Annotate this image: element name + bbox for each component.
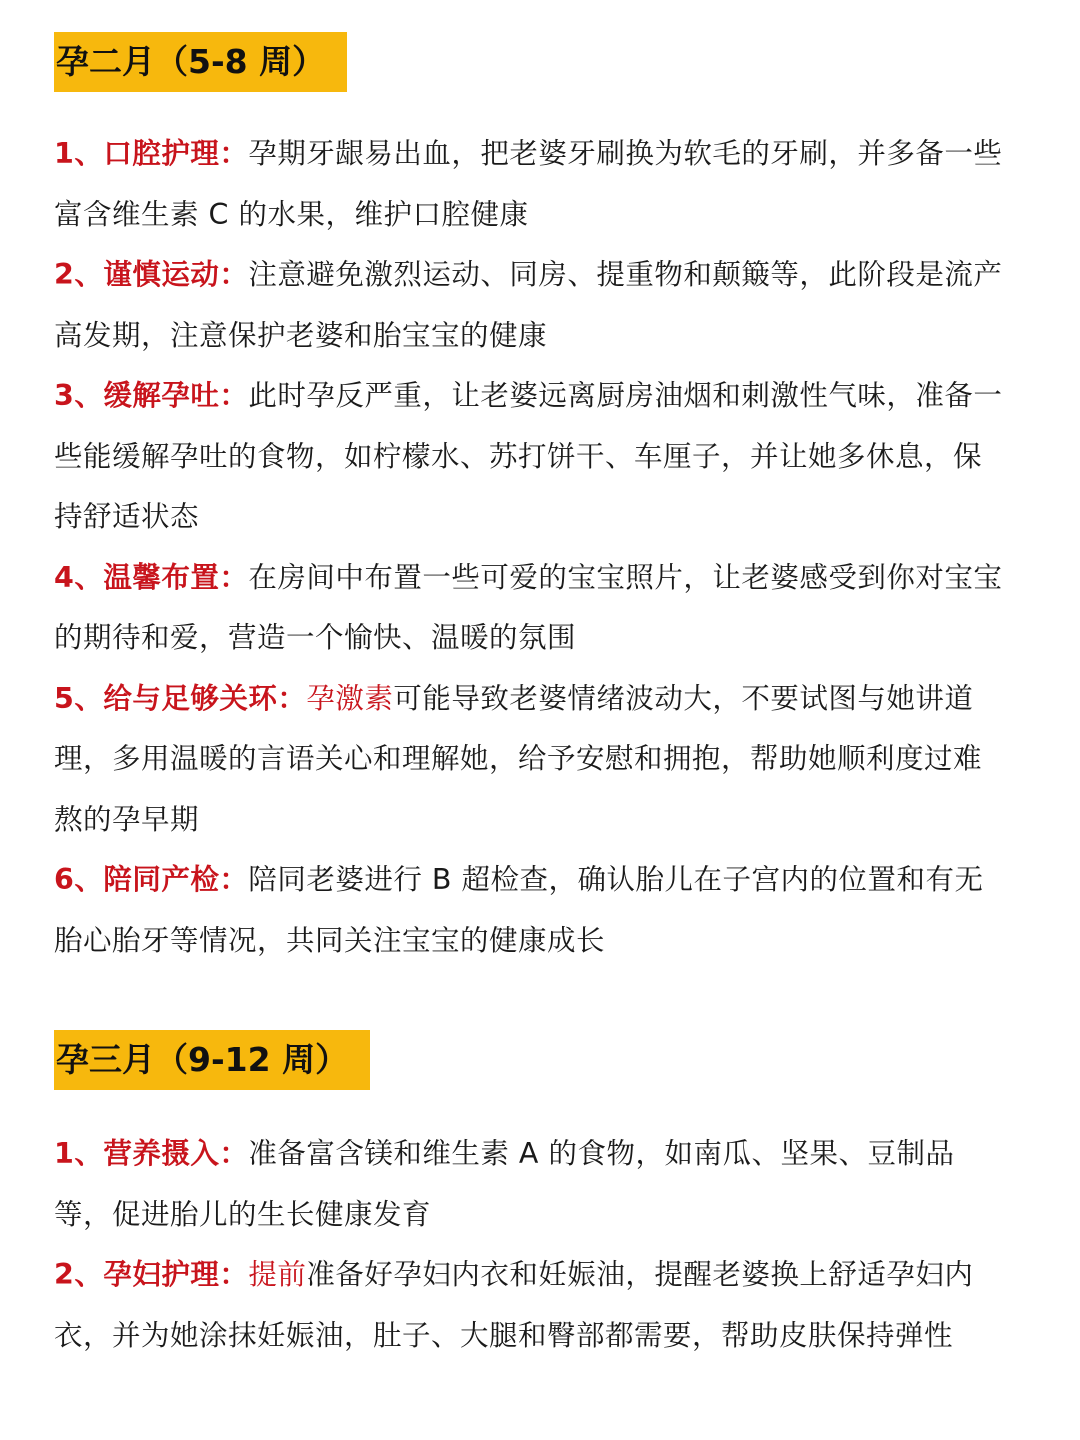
tip-list (54, 124, 1004, 971)
tip-keyword: 谨慎运动： (103, 258, 249, 291)
tip-keyword: 缓解孕吐： (103, 379, 249, 412)
tip-number: 6、 (54, 863, 104, 896)
tip-keyword: 陪同产检： (103, 863, 249, 896)
tip-item (54, 850, 1004, 971)
tip-number: 1、 (54, 1137, 104, 1170)
tip-number: 3、 (54, 379, 104, 412)
tip-number: 4、 (54, 560, 104, 594)
tip-item (54, 1124, 1004, 1245)
tip-keyword: 口腔护理： (103, 137, 249, 170)
tip-keyword: 温馨布置： (103, 560, 249, 594)
tip-keyword: 给与足够关环： (103, 681, 307, 715)
tip-item (54, 366, 1004, 548)
tip-body: 注意避免激烈运动、同房、提重物和颠簸等，此阶段是流产高发期，注意保护老婆和胎宝宝的健康 (54, 258, 1003, 352)
section-heading: 孕二月（5-8 周） (54, 32, 347, 92)
tip-item (54, 669, 1004, 851)
tip-body: 准备好孕妇内衣和妊娠油，提醒老婆换上舒适孕妇内衣，并为她涂抹妊娠油，肚子、大腿和臀部都需要，帮助皮肤保持弹性 (54, 1258, 974, 1352)
tip-number: 2、 (54, 258, 104, 291)
section-heading: 孕三月（9-12 周） (54, 1030, 370, 1090)
tip-keyword: 孕妇护理： (103, 1258, 249, 1291)
tip-highlight: 孕激素 (306, 681, 394, 715)
tip-body: 孕期牙龈易出血，把老婆牙刷换为软毛的牙刷，并多备一些富含维生素 C 的水果，维护口腔健康 (54, 137, 1003, 231)
tip-number: 5、 (54, 681, 104, 715)
tip-keyword: 营养摄入： (103, 1137, 249, 1170)
tip-number: 2、 (54, 1258, 104, 1291)
tip-list (54, 1124, 1004, 1366)
section-month-3 (54, 1030, 1004, 1366)
section-month-2 (54, 32, 1004, 971)
tip-item (54, 124, 1004, 245)
tip-item (54, 548, 1004, 669)
tip-highlight: 提前 (248, 1258, 307, 1291)
tip-body: 可能导致老婆情绪波动大，不要试图与她讲道理，多用温暖的言语关心和理解她，给予安慰和拥抱，帮助她顺利度过难熬的孕早期 (54, 681, 983, 836)
tip-body: 在房间中布置一些可爱的宝宝照片，让老婆感受到你对宝宝的期待和爱，营造一个愉快、温暖的氛围 (54, 560, 1003, 654)
tip-item (54, 1245, 1004, 1366)
tip-body: 准备富含镁和维生素 A 的食物，如南瓜、坚果、豆制品等，促进胎儿的生长健康发育 (54, 1137, 955, 1231)
tip-body: 此时孕反严重，让老婆远离厨房油烟和刺激性气味，准备一些能缓解孕吐的食物，如柠檬水、苏打饼干、车厘子，并让她多休息，保持舒适状态 (54, 379, 1003, 533)
tip-item (54, 245, 1004, 366)
tip-body: 陪同老婆进行 B 超检查，确认胎儿在子宫内的位置和有无胎心胎牙等情况，共同关注宝宝的健康成长 (54, 863, 984, 957)
tip-number: 1、 (54, 137, 104, 170)
